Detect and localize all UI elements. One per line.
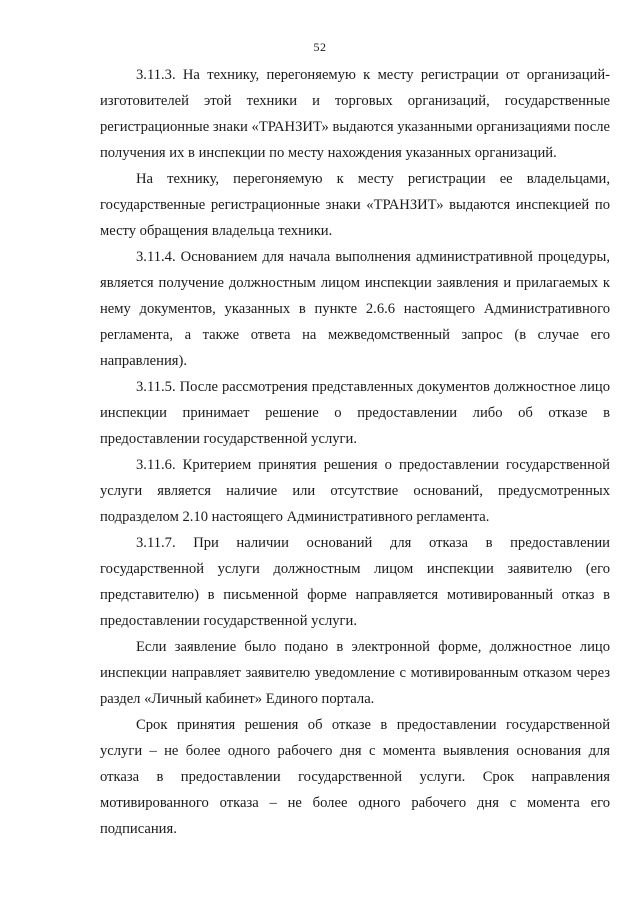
paragraph-3-11-7: 3.11.7. При наличии оснований для отказа в предоставлении государственной услуги должностным лицом инспекции заявителю (его представителю) в письменной форме направляется мотивированный отказ в предоставлении государственной услуги. [100, 535, 610, 629]
document-body [100, 62, 610, 842]
paragraph-electronic-form: Если заявление было подано в электронной форме, должностное лицо инспекции направляет заявителю уведомление с мотивированным отказом через раздел «Личный кабинет» Единого портала. [100, 639, 610, 707]
paragraph-3-11-6: 3.11.6. Критерием принятия решения о предоставлении государственной услуги является наличие или отсутствие оснований, предусмотренных подразделом 2.10 настоящего Административного регламента. [100, 457, 610, 525]
page-number: 52 [313, 40, 327, 54]
paragraph-3-11-5: 3.11.5. После рассмотрения представленных документов должностное лицо инспекции принимает решение о предоставлении либо об отказе в предоставлении государственной услуги. [100, 379, 610, 447]
paragraph-transit-owners: На технику, перегоняемую к месту регистрации ее владельцами, государственные регистрационные знаки «ТРАНЗИТ» выдаются инспекцией по месту обращения владельца техники. [100, 171, 610, 239]
paragraph-refusal-term: Срок принятия решения об отказе в предоставлении государственной услуги – не более одного рабочего дня с момента выявления основания для отказа в предоставлении государственной услуги. Срок направления мотивированного отказа – не более одного рабочего дня с момента его подписания. [100, 717, 610, 837]
paragraph-3-11-3: 3.11.3. На технику, перегоняемую к месту регистрации от организаций-изготовителей этой техники и торговых организаций, государственные регистрационные знаки «ТРАНЗИТ» выдаются указанными организациями после получения их в инспекции по месту нахождения указанных организаций. [100, 67, 610, 161]
paragraph-3-11-4: 3.11.4. Основанием для начала выполнения административной процедуры, является получение должностным лицом инспекции заявления и прилагаемых к нему документов, указанных в пункте 2.6.6 настоящего Административного регламента, а также ответа на межведомственный запрос (в случае его направления). [100, 249, 610, 369]
